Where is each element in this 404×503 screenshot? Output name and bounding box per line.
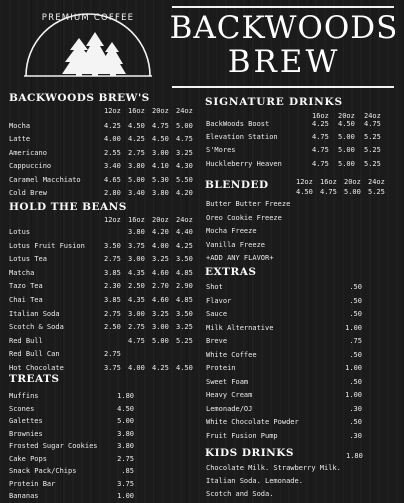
- menu-row: [0, 465, 404, 478]
- price: 5.50: [176, 175, 193, 184]
- price: 3.00: [128, 255, 145, 264]
- price: 2.80: [104, 189, 121, 197]
- item-name: Protein Bar: [9, 479, 56, 488]
- item-name: BackWoods Boost: [206, 120, 270, 128]
- price: 3.00: [128, 309, 145, 318]
- price: 3.75: [104, 364, 121, 372]
- menu-row: [0, 430, 404, 443]
- menu-row: [0, 490, 404, 503]
- price: 2.55: [104, 148, 121, 157]
- price: 5.00: [117, 417, 134, 425]
- item-name: Breve: [206, 337, 228, 345]
- price: 4.25: [152, 364, 169, 372]
- price: 4.30: [176, 162, 193, 171]
- item-name: Hot Chocolate: [9, 364, 64, 372]
- section-heading-backwoods-brews: BACKWOODS BREW'S: [9, 92, 150, 104]
- item-name: White Chocolate Powder: [206, 418, 299, 426]
- price: 4.50: [176, 364, 193, 372]
- price: 3.85: [104, 268, 121, 277]
- size-label: 24oz: [364, 112, 381, 120]
- item-name: Galettes: [9, 417, 43, 425]
- price: 1.00: [117, 492, 134, 500]
- menu-row: [0, 267, 404, 280]
- price: 4.35: [128, 268, 145, 277]
- menu-row: [0, 389, 404, 402]
- price: 3.00: [152, 323, 169, 332]
- price: 2.90: [176, 282, 193, 291]
- price: 4.00: [152, 241, 169, 250]
- price: 4.75: [152, 122, 169, 130]
- menu-row: [0, 478, 404, 491]
- price: 3.25: [176, 148, 193, 157]
- item-name: Protein: [206, 364, 236, 372]
- size-label: 12oz: [104, 216, 121, 224]
- price: 2.50: [128, 282, 145, 291]
- pine-trees-icon: [62, 32, 126, 76]
- price: 4.75: [312, 146, 329, 155]
- price: 4.35: [128, 296, 145, 304]
- price: .30: [349, 404, 362, 413]
- price: 5.00: [338, 159, 355, 168]
- item-name: Brownies: [9, 429, 43, 438]
- price: 4.25: [104, 122, 121, 130]
- item-name: Cold Brew: [9, 189, 47, 197]
- size-label: 12oz: [104, 107, 121, 115]
- kids-drinks-line: Scotch and Soda.: [206, 490, 274, 498]
- menu-row: [0, 295, 404, 308]
- section-heading-extras: EXTRAS: [205, 266, 257, 278]
- price: 5.00: [338, 146, 355, 155]
- price: 3.40: [128, 189, 145, 197]
- price: 4.20: [176, 189, 193, 197]
- price: 3.80: [128, 162, 145, 171]
- price: 4.75: [312, 159, 329, 168]
- item-name: Caramel Macchiato: [9, 175, 81, 184]
- price: 4.75: [128, 336, 145, 345]
- price: 2.30: [104, 282, 121, 291]
- price: 5.00: [128, 175, 145, 184]
- menu-row: [0, 403, 404, 416]
- item-name: Shot: [206, 283, 223, 291]
- item-name: Sauce: [206, 310, 228, 318]
- menu-row: Mocha Freeze: [206, 227, 257, 236]
- price: 2.70: [152, 282, 169, 291]
- kids-drinks-line: Italian Soda. Lemonade.: [206, 477, 303, 485]
- price: 4.50: [296, 188, 313, 196]
- menu-row: [0, 226, 404, 239]
- price: 4.10: [152, 162, 169, 171]
- section-heading-blended: BLENDED: [205, 179, 269, 191]
- price: .50: [349, 377, 362, 386]
- menu-row: [0, 118, 404, 131]
- item-name: Cake Pops: [9, 454, 47, 463]
- item-name: Huckleberry Heaven: [206, 159, 282, 168]
- size-label: 20oz: [338, 112, 355, 120]
- price: 5.25: [368, 188, 385, 196]
- price: 4.00: [104, 135, 121, 144]
- item-name: Tazo Tea: [9, 282, 43, 291]
- price: 4.60: [152, 296, 169, 304]
- price: 3.25: [152, 309, 169, 318]
- kids-drinks-price-row: [0, 450, 404, 463]
- menu-row: Butter Butter Freeze: [206, 200, 291, 208]
- price: 4.25: [312, 120, 329, 128]
- item-name: Fruit Fusion Pump: [206, 431, 278, 440]
- size-label: 16oz: [128, 107, 145, 115]
- price: .50: [349, 350, 362, 359]
- item-name: Milk Alternative: [206, 323, 274, 332]
- price: 2.75: [104, 350, 121, 359]
- price: 2.75: [128, 323, 145, 332]
- brand-title-line2: BREW: [227, 44, 341, 80]
- price: .30: [349, 431, 362, 440]
- price: 2.75: [104, 255, 121, 264]
- item-name: Lotus Fruit Fusion: [9, 241, 85, 250]
- price: 5.25: [364, 159, 381, 168]
- item-name: Muffins: [9, 392, 39, 400]
- price: 3.85: [104, 296, 121, 304]
- size-label: 20oz: [152, 107, 169, 115]
- blended-prices: [0, 186, 404, 199]
- price: 2.50: [104, 323, 121, 332]
- price: .75: [349, 337, 362, 345]
- price: 5.00: [344, 188, 361, 196]
- section-heading-hold-the-beans: HOLD THE BEANS: [9, 201, 127, 213]
- price: 2.75: [128, 148, 145, 157]
- item-name: Italian Soda: [9, 309, 60, 318]
- price: 4.60: [152, 268, 169, 277]
- item-name: Latte: [9, 135, 31, 144]
- menu-row: [0, 322, 404, 335]
- price: 3.00: [152, 148, 169, 157]
- item-name: White Coffee: [206, 350, 257, 359]
- price: 3.80: [117, 429, 134, 438]
- size-label: 24oz: [176, 216, 193, 224]
- menu-row: [0, 240, 404, 253]
- price: 5.00: [176, 122, 193, 130]
- price: 4.50: [117, 404, 134, 413]
- price: 1.00: [345, 364, 362, 372]
- kids-drinks-line: Chocolate Milk. Strawberry Milk.: [206, 464, 341, 472]
- price: 5.00: [152, 336, 169, 345]
- item-name: Bananas: [9, 492, 39, 500]
- size-label: 20oz: [152, 216, 169, 224]
- price: .50: [349, 310, 362, 318]
- price: 4.65: [104, 175, 121, 184]
- section-heading-signature-drinks: SIGNATURE DRINKS: [205, 96, 343, 108]
- price: 3.25: [176, 323, 193, 332]
- price: 5.00: [338, 133, 355, 142]
- menu-row: Vanilla Freeze: [206, 240, 266, 249]
- price: 4.50: [338, 120, 355, 128]
- brand-bottom-rule: [172, 86, 394, 88]
- menu-row: Oreo Cookie Freeze: [206, 213, 282, 222]
- price: .50: [349, 283, 362, 291]
- item-name: Red Bull Can: [9, 350, 60, 359]
- size-label: 16oz: [128, 216, 145, 224]
- item-name: Lemonade/OJ: [206, 404, 253, 413]
- item-name: Elevation Station: [206, 133, 278, 142]
- item-name: Mocha: [9, 122, 31, 130]
- price: 4.75: [364, 120, 381, 128]
- price: 4.25: [128, 135, 145, 144]
- menu-row: [0, 158, 404, 171]
- item-name: Scotch & Soda: [9, 323, 64, 332]
- item-name: Snack Pack/Chips: [9, 467, 77, 475]
- item-name: Chai Tea: [9, 296, 43, 304]
- size-label: 16oz: [320, 178, 337, 186]
- menu-row: [0, 416, 404, 429]
- logo-arc-text: PREMIUM COFFEE: [41, 13, 135, 23]
- size-label: 24oz: [368, 178, 385, 186]
- item-name: Frosted Sugar Cookies: [9, 442, 98, 450]
- price: 4.25: [176, 241, 193, 250]
- price: 4.20: [152, 228, 169, 236]
- menu-row: [0, 376, 404, 389]
- price: 5.25: [364, 146, 381, 155]
- section-heading-treats: TREATS: [9, 373, 60, 385]
- price: 3.75: [117, 479, 134, 488]
- price: 4.75: [176, 135, 193, 144]
- price: 3.40: [104, 162, 121, 171]
- size-label: 20oz: [344, 178, 361, 186]
- brand-title-line1: BACKWOODS: [169, 10, 399, 46]
- price: .50: [349, 418, 362, 426]
- item-name: Americano: [9, 148, 47, 157]
- price: 1.00: [345, 391, 362, 399]
- price: 4.85: [176, 296, 193, 304]
- menu-row: [0, 308, 404, 321]
- item-name: Sweet Foam: [206, 377, 249, 386]
- price: 5.25: [176, 336, 193, 345]
- price: 2.75: [104, 309, 121, 318]
- menu-row: [0, 349, 404, 362]
- menu-row: +ADD ANY FLAVOR+: [206, 254, 274, 263]
- item-name: Heavy Cream: [206, 391, 253, 399]
- size-label: 12oz: [296, 178, 313, 186]
- price: 4.75: [320, 188, 337, 196]
- price: 3.80: [128, 228, 145, 236]
- price: 3.80: [152, 189, 169, 197]
- price: 3.75: [128, 241, 145, 250]
- price: 4.50: [152, 135, 169, 144]
- price: 1.80: [117, 392, 134, 400]
- price: 5.25: [364, 133, 381, 142]
- item-name: Scones: [9, 404, 35, 413]
- item-name: S'Mores: [206, 146, 236, 155]
- item-name: Matcha: [9, 268, 35, 277]
- price: 4.40: [176, 228, 193, 236]
- price: 1.80: [346, 452, 363, 460]
- item-name: Red Bull: [9, 336, 43, 345]
- menu-row: [0, 335, 404, 348]
- section-heading-kids-drinks: KIDS DRINKS: [205, 447, 294, 459]
- price: 3.80: [117, 442, 134, 450]
- size-label: 24oz: [176, 107, 193, 115]
- price: 1.00: [345, 323, 362, 332]
- item-name: Flavor: [206, 296, 232, 305]
- item-name: Lotus: [9, 228, 31, 236]
- item-name: Lotus Tea: [9, 255, 47, 264]
- price: 3.50: [176, 255, 193, 264]
- price: 2.75: [117, 454, 134, 463]
- price: 3.25: [152, 255, 169, 264]
- price: 3.50: [176, 309, 193, 318]
- menu-row: [0, 281, 404, 294]
- price: 4.85: [176, 268, 193, 277]
- price: 4.00: [128, 364, 145, 372]
- price: .50: [349, 296, 362, 305]
- price: 5.30: [152, 175, 169, 184]
- menu-row: [0, 131, 404, 144]
- brand-top-rule: [172, 6, 394, 8]
- price: 4.50: [128, 122, 145, 130]
- item-name: Cappuccino: [9, 162, 52, 171]
- menu-row: [0, 144, 404, 157]
- menu-row: [0, 362, 404, 375]
- size-label: 16oz: [312, 112, 329, 120]
- price: .85: [121, 467, 134, 475]
- price: 4.75: [312, 133, 329, 142]
- menu-row: [0, 253, 404, 266]
- price: 3.50: [104, 241, 121, 250]
